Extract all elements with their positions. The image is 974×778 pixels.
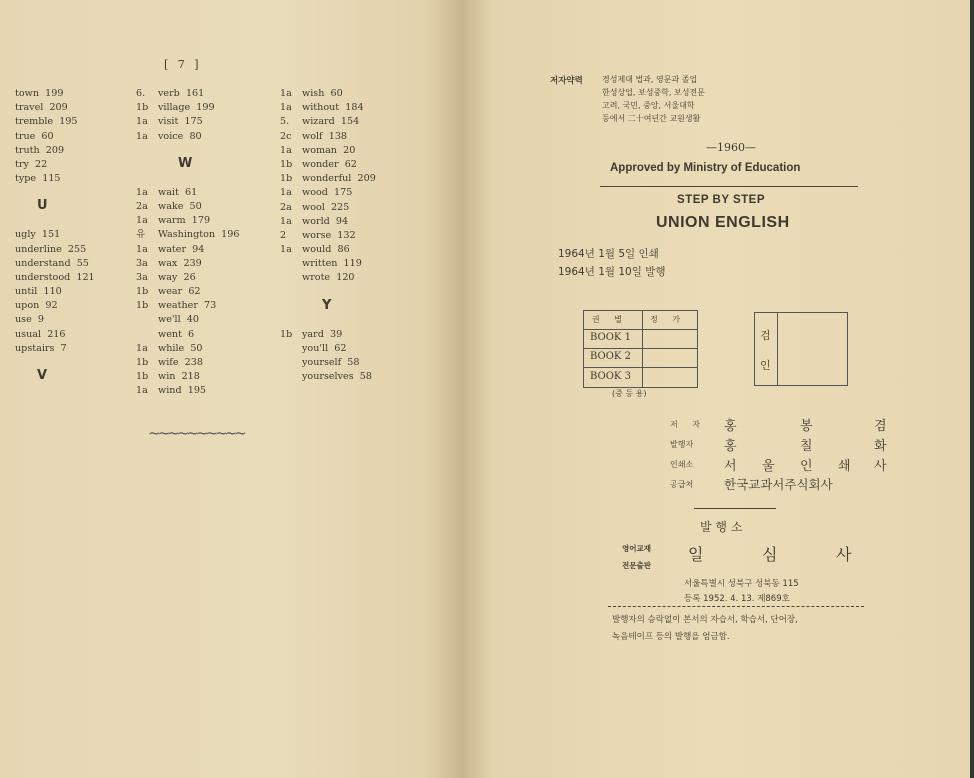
copyright-notice: 발행자의 승락없이 본서의 자습서, 학습서, 단어장, 녹음테이프 등의 발행을 엄금함. [612,615,798,642]
index-entry [280,229,376,243]
right-page [462,0,970,778]
entry-code: 1a [280,244,292,256]
credit-author-name-3: 겸 [874,419,887,434]
entry-page: 26 [183,271,196,283]
credit-publisher-name-1: 홍 [724,439,737,454]
entry-word: went [158,328,182,340]
index-entry [136,115,239,129]
entry-page: 9 [37,314,44,326]
author-label: 저자약력 [550,76,583,86]
index-entry [280,101,376,115]
price-table-vline [642,311,643,387]
price-table-hline [584,329,697,330]
entry-page: 62 [334,342,347,354]
entry-page: 62 [344,158,357,170]
entry-code: 1b [136,371,149,383]
entry-word: underline [15,243,62,255]
entry-page: 161 [185,88,205,99]
entry-code: 1a [280,144,292,156]
entry-page: 195 [187,385,207,397]
entry-word: yard [302,328,324,340]
entry-word: travel [15,102,44,114]
entry-code: 1b [136,286,149,298]
index-entry [136,228,239,242]
entry-word: warm [158,215,186,227]
entry-page: 115 [42,173,61,185]
index-entry [136,356,239,370]
entry-word: Washington [158,229,216,241]
credit-author-name-1: 홍 [724,419,737,434]
index-entry [280,172,376,186]
index-entry [280,243,376,257]
entry-code: 2a [136,200,148,212]
entry-page: 199 [196,102,215,114]
entry-code: 5. [280,116,290,128]
entry-word: wonder [302,158,339,170]
price-header-volume: 권 별 [592,315,628,324]
entry-word: wife [158,357,179,368]
entry-word: wake [158,200,184,212]
entry-word: win [158,371,176,383]
entry-code: 1a [136,342,148,354]
entry-code [0,313,15,327]
entry-word: written [302,258,338,270]
entry-word: we'll [158,314,181,326]
entry-page: 58 [347,357,360,368]
entry-code [0,328,15,342]
credit-supplier-name: 한국교과서주식회사 [724,477,833,492]
entry-word: you'll [302,342,329,354]
index-entry [136,257,239,271]
entry-page: 73 [204,300,217,312]
entry-page: 120 [336,272,355,284]
credit-author-name-2: 봉 [800,419,813,434]
entry-page: 119 [343,258,362,270]
entry-code: 1b [280,173,293,185]
index-entry [0,130,95,144]
index-entry [0,144,95,158]
entry-word: truth [15,144,40,156]
entry-code [0,228,15,242]
entry-word: worse [302,229,332,241]
entry-page: 175 [334,187,353,199]
entry-page: 175 [184,116,203,128]
credit-printer-name-5: 사 [874,459,887,474]
index-entry [280,370,376,384]
entry-code: 1a [136,186,148,198]
entry-page: 216 [47,328,66,340]
price-table [583,310,698,388]
index-entry [136,285,239,299]
publisher-tag-1: 영어교재 [622,544,651,553]
entry-page: 138 [328,130,348,142]
entry-word: yourselves [302,371,354,383]
index-entry [280,257,376,271]
divider-bottom [608,606,864,607]
entry-word: ugly [15,229,36,241]
entry-code: 6. [136,88,146,99]
entry-page: 195 [59,116,78,128]
divider-top [600,186,858,187]
entry-page: 7 [60,342,67,354]
credit-publisher-name-3: 화 [874,439,887,454]
price-row-book1: BOOK 1 [590,332,631,343]
index-entry [0,285,95,299]
entry-word: village [158,102,191,114]
index-entry [136,342,239,356]
entry-page: 225 [330,201,350,213]
entry-page: 121 [76,271,95,283]
index-entry [0,257,95,271]
index-entry [0,158,95,172]
entry-word: type [15,173,37,185]
entry-word: tremble [15,116,54,128]
seal-char-1: 검 [760,329,771,342]
entry-code: 1a [136,215,148,227]
entry-word: wait [158,186,179,198]
entry-word: voice [158,130,184,142]
entry-code [0,87,15,101]
credit-printer-name-2: 울 [762,459,775,474]
entry-word: use [15,314,32,326]
entry-word: without [302,102,340,114]
entry-word: wrote [302,272,331,284]
entry-word: wish [302,88,325,99]
entry-page: 239 [183,257,202,269]
index-section-letter: W [178,155,193,171]
credit-printer-name-3: 인 [800,459,813,474]
index-entry [0,101,95,115]
entry-page: 39 [329,328,343,340]
entry-code: 1a [136,116,148,128]
book-title: UNION ENGLISH [656,214,790,231]
index-entry [136,384,239,398]
index-column-2 [136,87,239,399]
entry-page: 209 [45,144,65,156]
divider-publisher [694,508,776,509]
entry-page: 196 [221,229,240,241]
credit-publisher-role: 발행자 [670,440,694,449]
index-entry [280,328,376,342]
entry-page: 80 [189,130,202,142]
index-entry [280,356,376,370]
entry-word: town [15,88,40,99]
entry-code [0,172,15,186]
entry-page: 60 [330,88,343,99]
entry-word: way [158,271,178,283]
entry-page: 94 [335,215,349,227]
entry-word: upon [15,300,40,312]
entry-word: weather [158,300,198,312]
index-entry [0,115,95,129]
index-entry [280,130,376,144]
entry-page: 40 [186,314,199,326]
entry-word: usual [15,328,42,340]
entry-page: 86 [337,244,350,256]
index-entry [0,243,95,257]
entry-code: 1a [280,215,292,227]
publisher-label: 발 행 소 [700,520,743,534]
entry-code: 1a [280,102,292,114]
price-row-book3: BOOK 3 [590,371,631,382]
entry-code: 1a [136,130,148,142]
publisher-name-2: 심 [762,545,778,564]
entry-code: 1b [136,357,149,368]
entry-page: 58 [359,371,372,383]
index-entry [0,328,95,342]
entry-page: 50 [189,200,202,212]
entry-code [0,299,15,313]
edition-year: —1960— [706,141,756,154]
credit-printer-name-4: 쇄 [838,459,851,474]
approval-line: Approved by Ministry of Education [610,162,801,174]
entry-page: 255 [67,243,87,255]
entry-code: 1a [136,385,148,397]
entry-word: upstairs [15,342,55,354]
entry-code [0,257,15,271]
price-row-book2: BOOK 2 [590,351,631,362]
publisher-address: 서울특별시 성북구 성북동 115 [684,579,799,589]
page-number: [ 7 ] [164,58,202,71]
index-entry [280,144,376,158]
author-bio: 경성제대 법과, 영문과 졸업 한성상업, 보성중학, 보성전문 고려, 국민, 중앙, 서울대학 등에서 二十여년간 교원생활 [602,75,705,123]
entry-code: 1b [280,158,293,170]
entry-word: true [15,130,36,142]
price-table-hline [584,348,697,349]
index-entry [0,271,95,285]
price-table-note: (중 등 용) [612,389,647,398]
index-column-1 [0,87,95,398]
index-entry [136,200,239,214]
index-entry [136,370,239,384]
end-ornament: ~~~~~~~~~~ [148,424,244,442]
entry-page: 50 [190,342,203,354]
publisher-tag-2: 전문출판 [622,561,651,570]
seal-char-2: 인 [760,359,771,372]
index-entry [0,342,95,356]
credit-printer-role: 인쇄소 [670,460,694,469]
index-entry [136,243,239,257]
index-entry [136,271,239,285]
entry-page: 184 [345,102,364,114]
entry-word: wood [302,187,328,199]
index-column-3 [280,87,376,384]
publish-date: 1964년 1월 10일 발행 [558,266,666,278]
index-entry [280,158,376,172]
entry-word: wizard [302,116,335,128]
publisher-registration: 등록 1952. 4. 13. 제869호 [684,594,790,604]
entry-code: 유 [136,229,146,241]
entry-page: 92 [45,300,58,312]
entry-word: until [15,286,38,298]
entry-code [0,285,15,299]
entry-page: 6 [188,328,195,340]
publisher-name-3: 사 [836,545,852,564]
entry-word: understood [15,271,71,283]
entry-page: 22 [34,158,48,170]
left-page [0,0,462,778]
seal-box [754,312,848,386]
index-entry [0,87,95,101]
entry-word: wear [158,286,183,298]
index-entry [280,271,376,285]
entry-code [0,158,15,172]
entry-code: 1b [280,328,293,340]
entry-page: 60 [41,130,54,142]
index-entry [0,172,95,186]
entry-page: 20 [343,144,356,156]
entry-code: 1a [136,243,148,255]
price-table-hline [584,367,697,368]
entry-code [0,130,15,144]
index-entry [280,201,376,215]
index-section-letter: U [37,198,48,214]
entry-page: 154 [340,116,360,128]
entry-code: 2a [280,201,292,213]
entry-code: 1b [136,300,149,312]
index-section-letter: Y [322,297,332,313]
entry-word: try [15,158,29,170]
entry-word: woman [302,144,337,156]
index-entry [280,186,376,200]
entry-code: 1a [280,187,292,199]
entry-page: 199 [45,88,64,99]
index-entry [136,313,239,327]
entry-code: 2c [280,130,292,142]
entry-word: would [302,244,332,256]
entry-page: 110 [43,286,62,298]
entry-page: 94 [192,243,205,255]
index-entry [136,130,239,144]
publisher-name-1: 일 [688,545,704,564]
credit-printer-name-1: 서 [724,459,737,474]
seal-box-divider [777,313,778,385]
entry-page: 151 [41,229,61,241]
index-entry [280,342,376,356]
entry-page: 209 [49,102,68,114]
entry-code: 3a [136,257,148,269]
index-entry [136,214,239,228]
credit-publisher-name-2: 칠 [800,439,813,454]
index-entry [136,186,239,200]
index-entry [280,87,376,101]
index-entry [136,328,239,342]
index-entry [136,87,239,101]
entry-word: wolf [302,130,323,142]
entry-page: 61 [184,186,198,198]
index-entry [136,101,239,115]
entry-page: 55 [76,257,89,269]
entry-word: wax [158,257,178,269]
credit-supplier-role: 공급처 [670,480,694,489]
entry-word: yourself [302,357,342,368]
entry-word: wonderful [302,173,352,185]
series-title: STEP BY STEP [677,194,766,206]
entry-word: verb [158,88,180,99]
entry-page: 179 [191,215,211,227]
entry-word: visit [158,116,179,128]
entry-code [0,115,15,129]
entry-word: world [302,215,330,227]
entry-word: wool [302,201,325,213]
entry-page: 238 [184,357,203,368]
entry-page: 218 [181,371,200,383]
credit-author-role: 저 자 [670,420,706,429]
entry-code [0,144,15,158]
print-date: 1964년 1월 5일 인쇄 [558,248,659,260]
entry-page: 132 [337,229,356,241]
entry-word: water [158,243,187,255]
index-entry [280,115,376,129]
index-entry [0,228,95,242]
entry-code [0,101,15,115]
entry-code: 1b [136,102,149,114]
entry-word: wind [158,385,182,397]
index-entry [0,313,95,327]
price-header-price: 정 가 [650,315,686,324]
index-entry [280,215,376,229]
entry-page: 209 [357,173,376,185]
entry-code: 1a [280,88,292,99]
index-entry [136,299,239,313]
entry-code: 2 [280,229,287,241]
index-section-letter: V [37,368,48,383]
entry-word: while [158,342,185,354]
index-entry [0,299,95,313]
entry-word: understand [15,257,71,269]
entry-page: 62 [188,286,201,298]
entry-code: 3a [136,271,148,283]
